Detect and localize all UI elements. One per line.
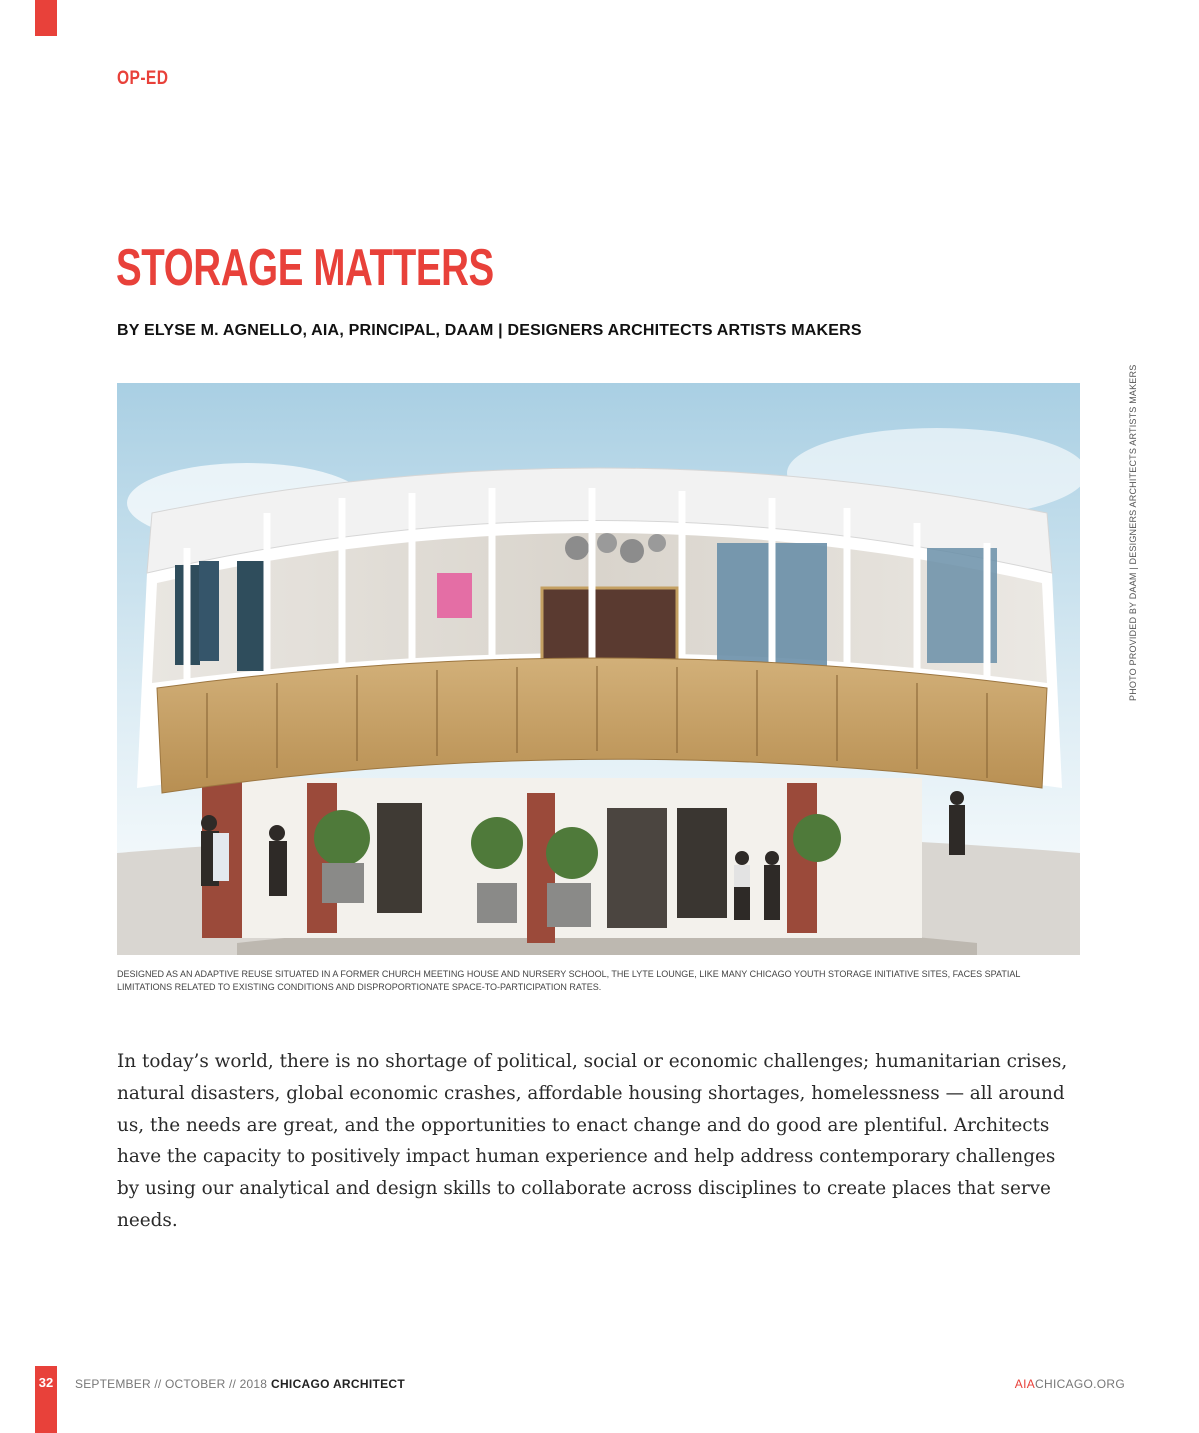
issue-date: SEPTEMBER // OCTOBER // 2018 (75, 1377, 268, 1391)
hero-illustration (117, 383, 1080, 955)
website-url[interactable] (1015, 1377, 1125, 1391)
photo-credit: PHOTO PROVIDED BY DAAM | DESIGNERS ARCHITECTS ARTISTS MAKERS (1128, 364, 1138, 701)
page-number: 32 (38, 1375, 54, 1390)
article-title: STORAGE MATTERS (116, 239, 494, 297)
website-accent: AIA (1014, 1377, 1036, 1391)
section-label: OP-ED (117, 68, 169, 89)
body-paragraph: In today’s world, there is no shortage of political, social or economic challenges; humanitarian crises, natural disasters, global economic crashes, affordable housing shortages, homelessness — all around us, the needs are great, and the opportunities to enact change and do good are plentiful. Architects have the capacity to positively impact human experience and help address contemporary challenges by using our analytical and design skills to collaborate across disciplines to create places that serve needs. (117, 1051, 1068, 1231)
byline: BY ELYSE M. AGNELLO, AIA, PRINCIPAL, DAAM | DESIGNERS ARCHITECTS ARTISTS MAKERS (117, 322, 862, 339)
figure-caption: DESIGNED AS AN ADAPTIVE REUSE SITUATED IN A FORMER CHURCH MEETING HOUSE AND NURSERY SCHOOL, THE LYTE LOUNGE, LIKE MANY CHICAGO YOUTH STORAGE INITIATIVE SITES, FACES SPATIAL LIMITATIONS RELATED TO EXISTING CONDITIONS AND DISPROPORTIONATE SPACE-TO-PARTICIPATION RATES. (117, 969, 1021, 992)
magazine-name: CHICAGO ARCHITECT (271, 1377, 405, 1391)
website-rest: CHICAGO.ORG (1035, 1377, 1125, 1391)
top-red-tab (35, 0, 57, 36)
